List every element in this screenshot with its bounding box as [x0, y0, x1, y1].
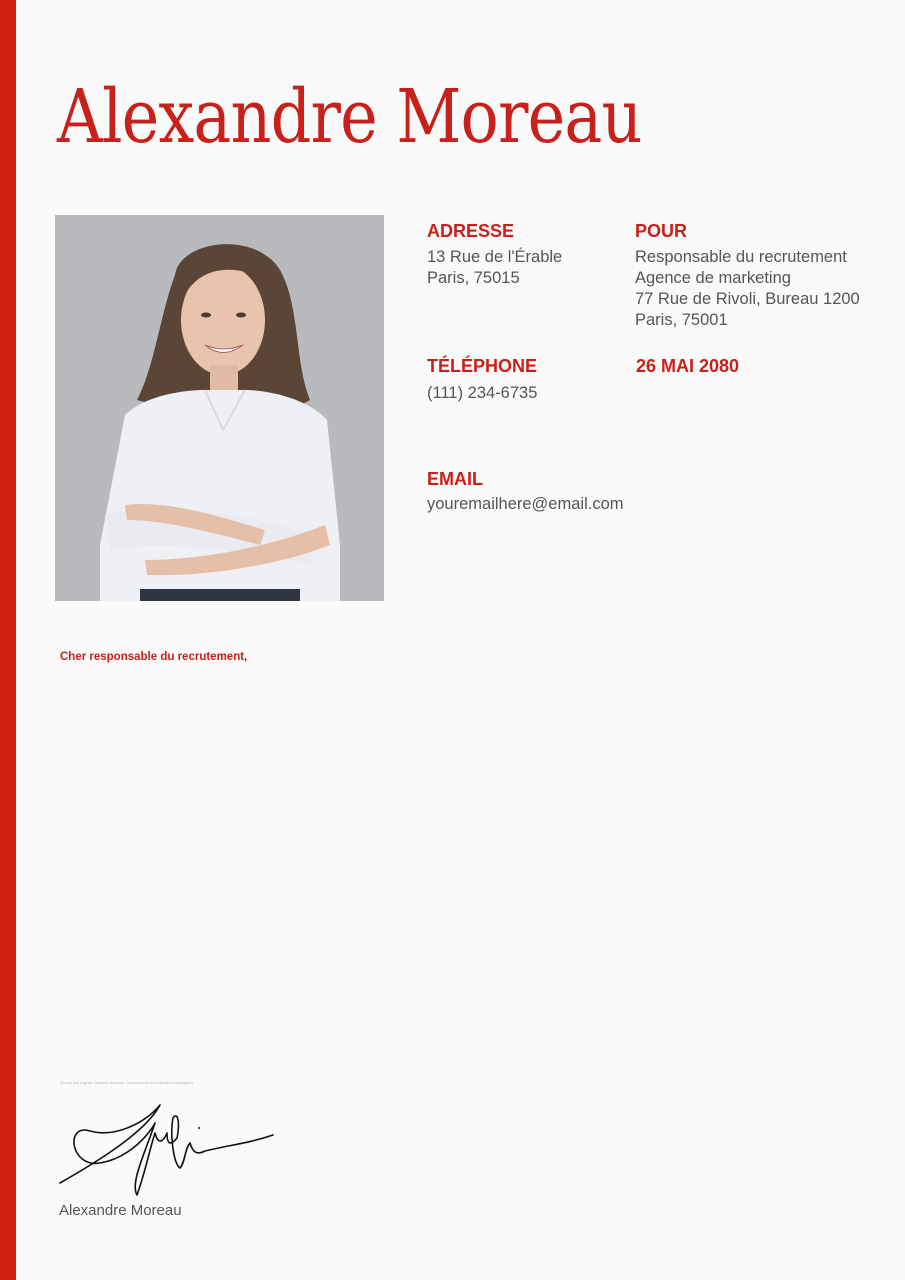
portrait-illustration: [55, 215, 384, 601]
address-line: 13 Rue de l'Érable: [427, 248, 563, 266]
handwritten-signature: [55, 1093, 280, 1203]
email-label: EMAIL: [427, 469, 483, 489]
accent-sidebar: [0, 0, 16, 1280]
phone-label: TÉLÉPHONE: [427, 356, 538, 376]
recipient-label: POUR: [635, 221, 688, 241]
letter-greeting: Cher responsable du recrutement,: [60, 651, 248, 663]
address-label: ADRESSE: [427, 221, 515, 241]
recipient-value: [635, 247, 860, 331]
recipient-line: 77 Rue de Rivoli, Bureau 1200: [635, 290, 860, 308]
recipient-line: Responsable du recrutement: [635, 248, 847, 266]
recipient-line: Paris, 75001: [635, 311, 728, 329]
recipient-line: Agence de marketing: [635, 269, 791, 287]
address-line: Paris, 75015: [427, 269, 520, 287]
email-value: youremailhere@email.com: [427, 495, 624, 513]
phone-value: (111) 234-6735: [427, 384, 538, 402]
applicant-name: Alexandre Moreau: [57, 74, 642, 160]
signer-name: Alexandre Moreau: [59, 1202, 182, 1219]
address-value: [427, 247, 562, 289]
portrait-photo: [55, 215, 384, 601]
letter-closing: Je vous prie d'agréer, Madame, Monsieur, l'expression de mes salutations distinguées.: [60, 1081, 195, 1085]
letter-date: 26 MAI 2080: [636, 356, 740, 376]
